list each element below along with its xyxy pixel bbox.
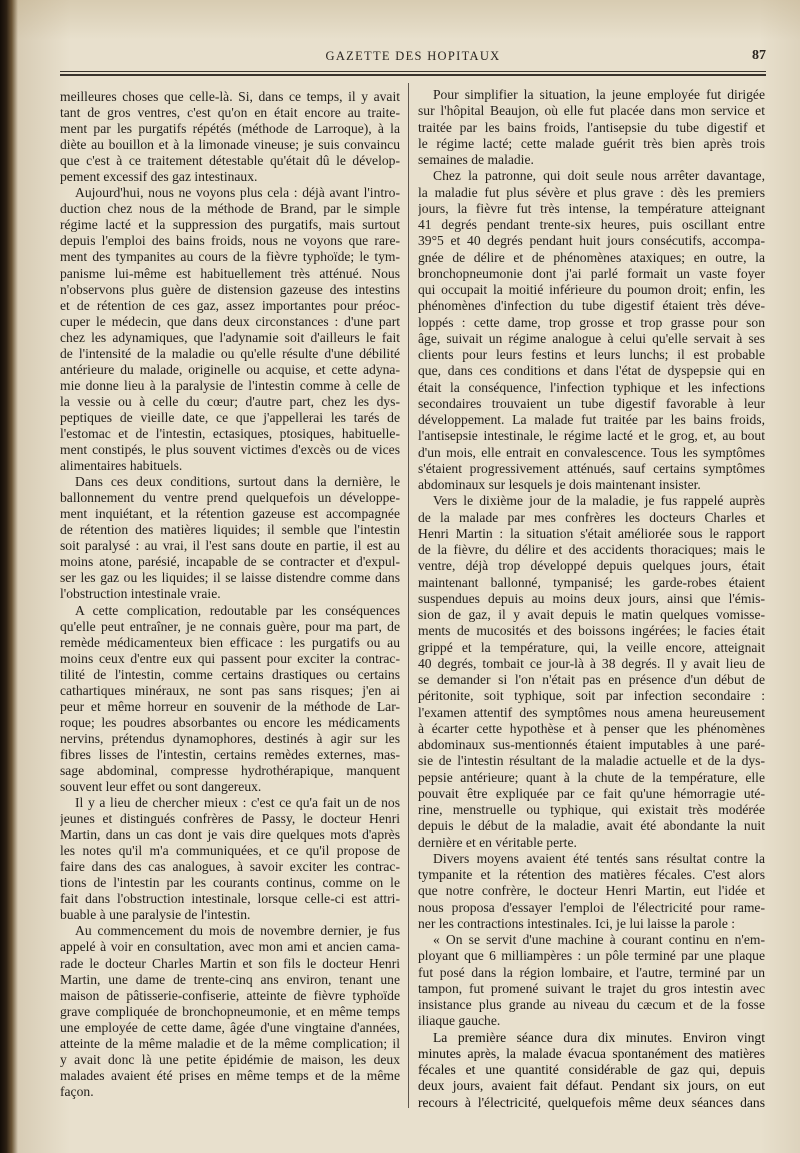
- text-line: ner les contractions intestinales. Ici, je lui laisse la parole :: [418, 915, 736, 931]
- text-line: panisme lui-même est habituellement très atténué. Nous: [60, 265, 400, 281]
- text-line: pouvait être expliquée par ce fait qu'une hémorragie uté-: [418, 785, 765, 801]
- text-line: Chez la patronne, qui doit seule nous arrêter davantage,: [433, 168, 765, 184]
- text-line: depuis le début de la maladie, avait été abondante la nuit: [418, 818, 765, 834]
- text-line: grippé et la température, qui, la veille encore, atteignait: [418, 639, 765, 655]
- text-line: tilité de l'intestin, comme certains drastiques ou certains: [60, 666, 400, 682]
- text-line: Henri Martin : la situation s'était améliorée sous le rapport: [418, 525, 765, 541]
- text-line: la maladie fut plus sévère et plus grave : dès les premiers: [418, 184, 765, 200]
- text-line: le régime lacté; cette malade guérit très bien après trois: [418, 135, 765, 151]
- text-line: recours à l'électricité, quelquefois même deux séances dans: [418, 1094, 765, 1110]
- text-line: diète au bouillon et à la limonade vineuse; je suis convaincu: [60, 137, 400, 153]
- text-line: jours, la fièvre fut très intense, la température atteignant: [418, 200, 765, 216]
- text-line: minutes après, la malade évacua spontanément des matières: [418, 1045, 765, 1061]
- text-line: fait dans l'obstruction intestinale, lorsque celle-ci est attri-: [60, 891, 400, 907]
- text-line: bronchopneumonie dont j'ai parlé formait un vaste foyer: [418, 265, 765, 281]
- text-line: Pour simplifier la situation, la jeune employée fut dirigée: [433, 87, 765, 102]
- text-line: à écarter cette hypothèse et à penser que les phénomènes: [418, 720, 765, 736]
- text-line: alimentaires habituels.: [60, 458, 183, 474]
- text-line: fibres lisses de l'intestin, certains remèdes externes, mas-: [60, 746, 400, 762]
- text-line: sion de gaz, il y avait depuis le matin quelques vomisse-: [418, 607, 765, 622]
- text-line: faire dans des cas analogues, à savoir exciter les contrac-: [60, 859, 400, 875]
- text-line: Vers le dixième jour de la maladie, je fus rappelé auprès: [433, 493, 765, 509]
- text-line: gnée de délire et de phénomènes ataxiques; en outre, la: [418, 249, 765, 265]
- text-line: ventre, déjà trop développé depuis quelques jours, était: [418, 558, 765, 574]
- text-line: meilleures choses que celle-là. Si, dans ce temps, il y avait: [60, 89, 400, 104]
- text-line: malades avaient été prises en même temps et de la même: [60, 1067, 400, 1083]
- text-line: tampon, fut promené suivant le trajet du gros intestin avec: [418, 980, 765, 996]
- page-number: 87: [752, 48, 766, 63]
- text-line: Dans ces deux conditions, surtout dans la dernière, le: [75, 474, 400, 490]
- text-line: tant de gros ventres, c'est qu'on en était encore au traite-: [60, 105, 400, 121]
- text-line: et de rétention de ces gaz, assez importantes pour préoc-: [60, 297, 400, 313]
- text-line: l'estomac et de l'intestin, ectasiques, ptosiques, habituelle-: [60, 425, 400, 441]
- text-line: depuis l'emploi des bains froids, nous ne voyons que rare-: [60, 233, 400, 249]
- text-line: Il y a lieu de chercher mieux : c'est ce qu'a fait un de nos: [75, 795, 400, 811]
- text-line: l'antisepsie intestinale, le régime lacté et le grog, et, au bout: [418, 428, 765, 444]
- text-line: de rétention des matières liquides; il semble que l'intestin: [60, 522, 400, 538]
- text-line: sie de l'intestin résultant de la maladie actuelle et de la dys-: [418, 753, 765, 769]
- text-line: mie donne lieu à la paralysie de l'intestin comme à celle de: [60, 377, 400, 393]
- text-line: secondaires trouvaient un tube digestif favorable à leur: [418, 395, 765, 411]
- text-line: soit paralysé : au vrai, il l'est sans doute en partie, il est au: [60, 538, 400, 554]
- paragraph: [60, 603, 400, 796]
- text-line: A cette complication, redoutable par les conséquences: [75, 602, 400, 618]
- text-line: 41 degrés pendant trente-six heures, puis oscillant entre: [418, 217, 765, 232]
- text-line: jeunes et distingués confrères de Passy, le docteur Henri: [60, 811, 400, 827]
- text-line: Au commencement du mois de novembre dernier, je fus: [75, 923, 400, 939]
- text-line: qui occupait la moitié inférieure du poumon droit; enfin, les: [418, 282, 765, 297]
- paragraph: [418, 87, 765, 168]
- binding-shadow: [0, 0, 18, 1153]
- text-line: deux jours, avaient fait défaut. Pendant six jours, on eut: [418, 1078, 765, 1094]
- text-line: ployant que 6 milliampères : un pôle terminé par une plaque: [418, 948, 765, 964]
- text-line: moins ceux d'entre eux qui passent pour exciter la contrac-: [60, 650, 400, 666]
- text-line: y avait donc là une petite épidémie de maison, les deux: [60, 1051, 400, 1067]
- column-divider: [408, 83, 409, 1108]
- text-line: tions de l'intestin par les courants continus, comme on le: [60, 875, 400, 891]
- text-line: sage abdominal, compresse hydrothérapique, manquent: [60, 762, 400, 778]
- text-line: Martin, une dame de trente-cinq ans environ, tenant une: [60, 971, 400, 987]
- text-line: ment des tympanites au cours de la fièvre typhoïde; le tym-: [60, 249, 400, 265]
- paragraph: [60, 923, 400, 1100]
- text-line: régime lacté et la suppression des purgatifs, mais surtout: [60, 217, 400, 233]
- text-line: cuper le médecin, que dans deux circonstances : d'une part: [60, 313, 400, 329]
- text-line: duction chez nous de la méthode de Brand, par le simple: [60, 201, 400, 217]
- text-line: antérieure du malade, originelle ou acquise, et cette adyna-: [60, 361, 400, 377]
- text-line: l'examen attentif des symptômes nous amena heureusement: [418, 704, 765, 720]
- text-line: rade le docteur Charles Martin et son fils le docteur Henri: [60, 955, 400, 971]
- paragraph: [60, 185, 400, 474]
- text-line: que notre confrère, le docteur Henri Martin, eut l'idée et: [418, 883, 765, 899]
- paragraph: [418, 932, 765, 1030]
- text-line: grave compliquée de bronchopneumonie, et en même temps: [60, 1003, 400, 1019]
- text-line: La première séance dura dix minutes. Environ vingt: [433, 1029, 765, 1045]
- paragraph: [60, 89, 400, 185]
- text-line: était la conséquence, l'infection typhique et les infections: [418, 379, 765, 395]
- text-line: la vessie ou à celle du cœur; d'autre part, chez les dys-: [60, 393, 400, 409]
- text-line: nous proposa d'essayer l'emploi de l'électricité pour rame-: [418, 899, 765, 915]
- text-line: roque; les poudres absorbantes ou encore les médicaments: [60, 714, 400, 730]
- text-line: ser les gaz ou les liquides; il se laisse distendre comme dans: [60, 570, 400, 586]
- text-line: abdominaux sur lesquels je dois maintenant insister.: [418, 477, 701, 492]
- text-line: n'observons plus guère de distension gazeuse des intestins: [60, 281, 400, 297]
- text-line: que, dans ces conditions et dans l'état de dyspepsie qui en: [418, 363, 765, 379]
- text-line: rine, menstruelle ou typhique, qui existait très modérée: [418, 802, 765, 817]
- text-line: maison de pâtisserie-confiserie, atteinte de fièvre typhoïde: [60, 987, 400, 1003]
- text-line: âge, suivait un régime analogue à celui qu'elle servait à ses: [418, 330, 765, 346]
- text-line: atteinte de la même maladie et de la même complication; il: [60, 1035, 400, 1051]
- text-line: fécales et une quantité considérable de gaz qui, depuis: [418, 1062, 765, 1077]
- paragraph: [418, 168, 765, 493]
- text-line: ballonnement du ventre prend quelquefois un développe-: [60, 490, 400, 506]
- text-line: sur l'hôpital Beaujon, où elle fut placée dans mon service et: [418, 103, 765, 119]
- text-line: pepsie antérieure; quant à la chute de la température, elle: [418, 769, 765, 785]
- text-line: semaines de maladie.: [418, 152, 534, 167]
- text-line: Martin, dans un cas dont je vais dire quelques mots d'après: [60, 827, 400, 843]
- header-rule-thick: [60, 74, 766, 76]
- text-line: chez les adynamiques, que l'adynamie soit d'ailleurs le fait: [60, 329, 400, 345]
- text-line: développement. La malade fut traitée par les bains froids,: [418, 412, 765, 427]
- text-line: loppés : cette dame, trop grosse et trop grasse pour son: [418, 314, 765, 330]
- text-line: suspendues depuis au moins deux jours, ainsi que l'émis-: [418, 590, 765, 606]
- text-line: buable à une paralysie de l'intestin.: [60, 907, 251, 923]
- text-line: appelé à voir en consultation, avec mon ami et ancien cama-: [60, 939, 400, 955]
- text-line: phénomènes d'infection du tube digestif étaient très déve-: [418, 298, 765, 314]
- paragraph: [60, 474, 400, 602]
- paragraph: [418, 1030, 765, 1111]
- text-line: remède médicamenteux bien efficace : les purgatifs ou au: [60, 634, 400, 650]
- paragraph: [418, 851, 765, 932]
- text-line: Aujourd'hui, nous ne voyons plus cela : déjà avant l'intro-: [75, 185, 400, 201]
- text-line: « On se servit d'une machine à courant continu en n'em-: [433, 932, 765, 947]
- text-line: l'obstruction intestinale vraie.: [60, 586, 221, 602]
- text-line: tympanite et la rétention des matières fécales. C'est alors: [418, 867, 765, 882]
- text-line: traitée par les bains froids, l'antisepsie du tube digestif et: [418, 119, 765, 135]
- text-line: iliaque gauche.: [418, 1013, 501, 1029]
- text-line: ment par les purgatifs répétés (méthode de Larroque), à la: [60, 121, 400, 137]
- text-line: de l'intensité de la maladie ou qu'elle résulte d'une débilité: [60, 345, 400, 361]
- text-line: moins atone, parésié, incapable de se contracter et d'expul-: [60, 554, 400, 570]
- text-line: péritonite, soit typhique, soit par infection secondaire :: [418, 688, 765, 704]
- text-line: nervins, prétendus dynamophores, destinés à agir sur les: [60, 730, 400, 746]
- text-line: peptiques de vieille date, ce que j'appellerai les tarés de: [60, 409, 400, 425]
- text-line: ment inquiétant, et la rétention gazeuse est accompagnée: [60, 506, 400, 522]
- header-rule: [60, 71, 766, 72]
- text-line: une employée de cette dame, âgée d'une vingtaine d'années,: [60, 1019, 400, 1035]
- text-line: qu'elle peut entraîner, je ne connais guère, pour ma part, de: [60, 618, 400, 634]
- text-line: de la fièvre, du délire et des accidents thoraciques; mais le: [418, 542, 765, 557]
- text-line: les notes qu'il m'a communiquées, et ce qu'il propose de: [60, 843, 400, 859]
- text-line: dernière et en véritable perte.: [418, 834, 577, 850]
- text-line: pement excessif des gaz intestinaux.: [60, 169, 258, 185]
- left-column: [60, 89, 400, 1100]
- running-head: [60, 47, 766, 65]
- text-line: 39°5 et 40 degrés pendant huit jours consécutifs, accompa-: [418, 233, 765, 249]
- text-line: insistance plus grande au niveau du cæcum et de la fosse: [418, 997, 765, 1012]
- text-line: cathartiques minéraux, ne sont pas sans risques; j'en ai: [60, 682, 400, 698]
- text-line: peur et même horreur en souvenir de la méthode de Lar-: [60, 698, 400, 714]
- text-line: maintenant ballonné, tympanisé; les garde-robes étaient: [418, 574, 765, 590]
- text-line: abdominaux sus-mentionnés étaient imputables à une paré-: [418, 737, 765, 752]
- text-line: s'étaient progressivement atténués, sauf certains symptômes: [418, 460, 765, 476]
- text-line: d'un mois, elle entrait en convalescence. Tous les symptômes: [418, 444, 765, 460]
- text-line: souvent leur effet ou sont dangereux.: [60, 779, 262, 795]
- text-line: que c'est à ce traitement détestable qu'était dû le dévelop-: [60, 153, 400, 169]
- text-line: 40 degrés, tombait ce jour-là à 38 degrés. Il y avait lieu de: [418, 655, 765, 671]
- text-line: de la malade par mes confrères les docteurs Charles et: [418, 509, 765, 525]
- paragraph: [418, 493, 765, 851]
- paragraph: [60, 795, 400, 923]
- text-line: Divers moyens avaient été tentés sans résultat contre la: [433, 850, 765, 866]
- text-line: ment constipés, le plus souvent victimes d'excès ou de vices: [60, 442, 400, 458]
- text-line: clients pour leurs festins et leurs lunchs; il est probable: [418, 347, 765, 362]
- right-column: [418, 87, 765, 1111]
- text-line: se demander si l'on n'était pas en présence d'un début de: [418, 672, 765, 687]
- journal-title: GAZETTE DES HOPITAUX: [325, 49, 501, 63]
- text-line: ments de mucosités et des boissons ingérées; le facies était: [418, 623, 765, 639]
- text-line: fut posé dans la région lombaire, et l'autre, terminé par un: [418, 964, 765, 980]
- text-line: façon.: [60, 1083, 94, 1099]
